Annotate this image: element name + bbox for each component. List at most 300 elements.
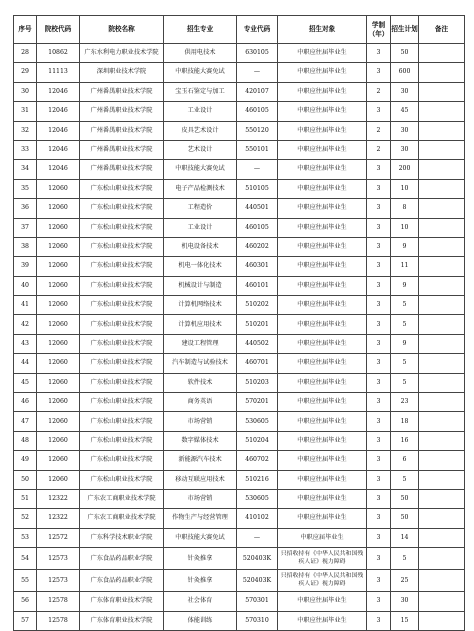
cell-major-code: 420107 [237,82,278,101]
cell-duration: 2 [367,82,391,101]
table-row [14,548,465,570]
cell-major: 工程造价 [164,199,237,218]
cell-school-name: 广州番禺职业技术学院 [80,82,164,101]
cell-target: 中职应往届毕业生 [278,140,367,159]
cell-duration: 3 [367,63,391,82]
table-row [14,509,465,528]
table-row [14,140,465,159]
cell-remarks [419,121,465,140]
cell-duration: 3 [367,237,391,256]
cell-major-code: 510202 [237,296,278,315]
cell-duration: 3 [367,431,391,450]
cell-plan: 50 [391,509,419,528]
cell-major: 机电一体化技术 [164,257,237,276]
cell-major-code: — [237,160,278,179]
cell-school-code: 11113 [37,63,80,82]
cell-major-code: 460301 [237,257,278,276]
cell-major: 供用电技术 [164,44,237,63]
cell-major-code: 570310 [237,611,278,630]
cell-major: 针灸推拿 [164,548,237,570]
col-header-duration: 学制（年） [367,16,391,44]
cell-plan: 5 [391,548,419,570]
cell-duration: 3 [367,218,391,237]
cell-remarks [419,393,465,412]
cell-target: 中职应往届毕业生 [278,237,367,256]
cell-index: 46 [14,393,37,412]
table-row [14,179,465,198]
cell-duration: 2 [367,140,391,159]
cell-index: 53 [14,528,37,547]
cell-target: 只招收持有《中华人民共和国残疾人证》视力障碍 [278,548,367,570]
cell-school-code: 12046 [37,102,80,121]
cell-school-code: 12046 [37,121,80,140]
cell-remarks [419,334,465,353]
cell-school-code: 12060 [37,237,80,256]
cell-index: 56 [14,592,37,611]
table-row [14,296,465,315]
col-header-school-code: 院校代码 [37,16,80,44]
cell-plan: 5 [391,296,419,315]
cell-plan: 5 [391,470,419,489]
cell-school-name: 广东松山职业技术学院 [80,451,164,470]
cell-duration: 3 [367,528,391,547]
cell-remarks [419,354,465,373]
cell-remarks [419,44,465,63]
cell-target: 中职应往届毕业生 [278,489,367,508]
cell-remarks [419,63,465,82]
table-row [14,528,465,547]
table-row [14,63,465,82]
cell-major-code: 530605 [237,489,278,508]
cell-duration: 3 [367,160,391,179]
cell-school-code: 12046 [37,160,80,179]
table-row [14,160,465,179]
cell-major-code: 520403K [237,570,278,592]
cell-plan: 30 [391,140,419,159]
cell-major: 中职技能大赛免试 [164,160,237,179]
cell-school-name: 广东松山职业技术学院 [80,393,164,412]
cell-major-code: 510105 [237,179,278,198]
cell-school-name: 广东食品药品职业学院 [80,570,164,592]
cell-major: 汽车制造与试验技术 [164,354,237,373]
cell-index: 43 [14,334,37,353]
cell-index: 55 [14,570,37,592]
cell-major: 商务英语 [164,393,237,412]
cell-index: 44 [14,354,37,373]
cell-target: 中职应往届毕业生 [278,199,367,218]
cell-school-code: 12046 [37,140,80,159]
cell-school-name: 广东农工商职业技术学院 [80,509,164,528]
cell-major: 电子产品检测技术 [164,179,237,198]
cell-major: 市场营销 [164,412,237,431]
cell-plan: 200 [391,160,419,179]
cell-school-name: 广东松山职业技术学院 [80,373,164,392]
cell-duration: 3 [367,373,391,392]
cell-plan: 8 [391,199,419,218]
cell-plan: 15 [391,611,419,630]
cell-remarks [419,592,465,611]
cell-major: 计算机网络技术 [164,296,237,315]
cell-remarks [419,160,465,179]
cell-index: 57 [14,611,37,630]
cell-school-name: 广州番禺职业技术学院 [80,160,164,179]
cell-school-code: 12060 [37,470,80,489]
cell-school-name: 广州番禺职业技术学院 [80,140,164,159]
cell-remarks [419,218,465,237]
cell-index: 48 [14,431,37,450]
table-row [14,373,465,392]
table-row [14,315,465,334]
cell-school-code: 12572 [37,528,80,547]
cell-target: 中职应往届毕业生 [278,102,367,121]
table-row [14,121,465,140]
cell-target: 中职应往届毕业生 [278,373,367,392]
cell-school-name: 广州番禺职业技术学院 [80,102,164,121]
cell-index: 35 [14,179,37,198]
table-row [14,102,465,121]
cell-school-name: 广东食品药品职业学院 [80,548,164,570]
cell-target: 中职应往届毕业生 [278,276,367,295]
cell-remarks [419,257,465,276]
cell-major-code: 460105 [237,102,278,121]
cell-duration: 3 [367,102,391,121]
cell-major-code: 460105 [237,218,278,237]
cell-remarks [419,470,465,489]
cell-school-code: 12060 [37,334,80,353]
cell-target: 只招收持有《中华人民共和国残疾人证》视力障碍 [278,570,367,592]
cell-major: 机械设计与制造 [164,276,237,295]
cell-major-code: 410102 [237,509,278,528]
cell-major-code: 440501 [237,199,278,218]
col-header-plan: 招生计划 [391,16,419,44]
cell-target: 中职应往届毕业生 [278,412,367,431]
cell-school-code: 10862 [37,44,80,63]
cell-school-code: 12060 [37,393,80,412]
cell-remarks [419,570,465,592]
cell-target: 中职应往届毕业生 [278,611,367,630]
table-row [14,431,465,450]
cell-major-code: 530605 [237,412,278,431]
cell-plan: 5 [391,373,419,392]
cell-school-code: 12060 [37,296,80,315]
cell-plan: 30 [391,121,419,140]
cell-remarks [419,548,465,570]
table-row [14,237,465,256]
cell-school-name: 广东松山职业技术学院 [80,237,164,256]
cell-school-name: 广东松山职业技术学院 [80,296,164,315]
cell-major-code: 460701 [237,354,278,373]
cell-target: 中职应往届毕业生 [278,121,367,140]
cell-major: 工业设计 [164,218,237,237]
cell-remarks [419,528,465,547]
cell-duration: 3 [367,354,391,373]
cell-plan: 30 [391,82,419,101]
cell-remarks [419,373,465,392]
cell-target: 中职应往届毕业生 [278,44,367,63]
col-header-target: 招生对象 [278,16,367,44]
cell-remarks [419,179,465,198]
cell-target: 中职应往届毕业生 [278,509,367,528]
cell-target: 中职应往届毕业生 [278,393,367,412]
cell-major-code: — [237,63,278,82]
cell-remarks [419,315,465,334]
cell-plan: 45 [391,102,419,121]
cell-duration: 3 [367,570,391,592]
cell-remarks [419,509,465,528]
cell-school-name: 深圳职业技术学院 [80,63,164,82]
cell-school-name: 广东松山职业技术学院 [80,334,164,353]
cell-major: 体能训练 [164,611,237,630]
cell-major: 移动互联应用技术 [164,470,237,489]
table-row [14,451,465,470]
cell-duration: 3 [367,44,391,63]
cell-major-code: 570301 [237,592,278,611]
cell-index: 38 [14,237,37,256]
cell-major: 建设工程管理 [164,334,237,353]
cell-index: 29 [14,63,37,82]
cell-major: 宝玉石鉴定与加工 [164,82,237,101]
cell-index: 41 [14,296,37,315]
cell-major-code: 510201 [237,315,278,334]
cell-target: 中职应往届毕业生 [278,218,367,237]
cell-plan: 50 [391,44,419,63]
cell-school-code: 12573 [37,548,80,570]
cell-school-code: 12060 [37,257,80,276]
cell-major: 软件技术 [164,373,237,392]
table-row [14,218,465,237]
cell-school-code: 12573 [37,570,80,592]
cell-plan: 30 [391,592,419,611]
cell-major: 中职技能大赛免试 [164,528,237,547]
cell-target: 中职应往届毕业生 [278,296,367,315]
cell-remarks [419,237,465,256]
cell-school-name: 广东松山职业技术学院 [80,276,164,295]
cell-major-code: 440502 [237,334,278,353]
cell-duration: 3 [367,296,391,315]
cell-major-code: — [237,528,278,547]
table-row [14,82,465,101]
cell-plan: 10 [391,218,419,237]
cell-remarks [419,489,465,508]
cell-school-code: 12060 [37,315,80,334]
col-header-major-code: 专业代码 [237,16,278,44]
cell-major-code: 460101 [237,276,278,295]
cell-plan: 18 [391,412,419,431]
cell-index: 28 [14,44,37,63]
cell-index: 31 [14,102,37,121]
col-header-school-name: 院校名称 [80,16,164,44]
table-row [14,199,465,218]
cell-remarks [419,276,465,295]
cell-target: 中职应往届毕业生 [278,431,367,450]
cell-school-name: 广东松山职业技术学院 [80,218,164,237]
cell-major: 艺术设计 [164,140,237,159]
cell-school-name: 广东松山职业技术学院 [80,412,164,431]
table-row [14,354,465,373]
cell-plan: 16 [391,431,419,450]
cell-index: 39 [14,257,37,276]
cell-major: 皮具艺术设计 [164,121,237,140]
cell-school-code: 12060 [37,373,80,392]
table-row [14,412,465,431]
cell-plan: 25 [391,570,419,592]
cell-school-code: 12060 [37,412,80,431]
cell-target: 中职应往届毕业生 [278,82,367,101]
cell-plan: 23 [391,393,419,412]
cell-major: 针灸推拿 [164,570,237,592]
table-row [14,276,465,295]
cell-major: 机电设备技术 [164,237,237,256]
cell-major: 中职技能大赛免试 [164,63,237,82]
cell-school-code: 12060 [37,354,80,373]
cell-major-code: 460202 [237,237,278,256]
table-row [14,470,465,489]
table-row [14,257,465,276]
cell-duration: 3 [367,412,391,431]
cell-plan: 10 [391,179,419,198]
cell-school-name: 广州番禺职业技术学院 [80,121,164,140]
cell-duration: 3 [367,451,391,470]
cell-major-code: 510216 [237,470,278,489]
cell-major-code: 520403K [237,548,278,570]
cell-duration: 3 [367,548,391,570]
cell-index: 42 [14,315,37,334]
cell-school-name: 广东松山职业技术学院 [80,315,164,334]
cell-school-code: 12060 [37,276,80,295]
cell-duration: 3 [367,592,391,611]
cell-major-code: 630105 [237,44,278,63]
cell-plan: 11 [391,257,419,276]
cell-major: 数字媒体技术 [164,431,237,450]
cell-duration: 3 [367,257,391,276]
cell-school-code: 12060 [37,431,80,450]
cell-duration: 3 [367,470,391,489]
table-row [14,334,465,353]
table-header-row [14,16,465,44]
cell-duration: 3 [367,334,391,353]
cell-remarks [419,412,465,431]
cell-school-name: 广东松山职业技术学院 [80,354,164,373]
cell-plan: 5 [391,315,419,334]
cell-index: 50 [14,470,37,489]
cell-school-code: 12060 [37,218,80,237]
table-row [14,570,465,592]
cell-index: 33 [14,140,37,159]
table-row [14,592,465,611]
cell-index: 49 [14,451,37,470]
cell-index: 47 [14,412,37,431]
cell-school-code: 12322 [37,489,80,508]
cell-target: 中职应往届毕业生 [278,315,367,334]
cell-duration: 2 [367,121,391,140]
cell-plan: 9 [391,276,419,295]
cell-duration: 3 [367,179,391,198]
cell-index: 34 [14,160,37,179]
cell-school-name: 广东科学技术职业学院 [80,528,164,547]
cell-major: 工业设计 [164,102,237,121]
cell-target: 中职应往届毕业生 [278,334,367,353]
cell-target: 中职应届毕业生 [278,528,367,547]
cell-school-code: 12060 [37,451,80,470]
cell-duration: 3 [367,509,391,528]
cell-school-name: 广东水利电力职业技术学院 [80,44,164,63]
admission-plan-table [13,15,465,631]
cell-index: 40 [14,276,37,295]
cell-index: 51 [14,489,37,508]
cell-duration: 3 [367,611,391,630]
cell-school-name: 广东松山职业技术学院 [80,470,164,489]
cell-major-code: 510204 [237,431,278,450]
cell-duration: 3 [367,276,391,295]
col-header-remarks: 备注 [419,16,465,44]
cell-remarks [419,611,465,630]
cell-target: 中职应往届毕业生 [278,257,367,276]
cell-index: 37 [14,218,37,237]
cell-major-code: 460702 [237,451,278,470]
cell-remarks [419,102,465,121]
cell-target: 中职应往届毕业生 [278,592,367,611]
col-header-major: 招生专业 [164,16,237,44]
cell-index: 32 [14,121,37,140]
cell-major: 市场营销 [164,489,237,508]
cell-plan: 14 [391,528,419,547]
col-header-index: 序号 [14,16,37,44]
cell-remarks [419,82,465,101]
table-row [14,611,465,630]
cell-school-name: 广东松山职业技术学院 [80,179,164,198]
cell-duration: 3 [367,315,391,334]
cell-remarks [419,140,465,159]
cell-target: 中职应往届毕业生 [278,451,367,470]
cell-duration: 3 [367,393,391,412]
cell-target: 中职应往届毕业生 [278,354,367,373]
table-row [14,44,465,63]
cell-major-code: 570201 [237,393,278,412]
cell-plan: 9 [391,334,419,353]
cell-major: 新能源汽车技术 [164,451,237,470]
cell-remarks [419,296,465,315]
cell-school-name: 广东农工商职业技术学院 [80,489,164,508]
cell-school-code: 12322 [37,509,80,528]
table-body [14,44,465,631]
cell-school-name: 广东体育职业技术学院 [80,592,164,611]
cell-remarks [419,199,465,218]
cell-duration: 3 [367,199,391,218]
cell-index: 45 [14,373,37,392]
cell-school-name: 广东松山职业技术学院 [80,431,164,450]
cell-major-code: 550101 [237,140,278,159]
cell-plan: 50 [391,489,419,508]
cell-major: 作物生产与经营管理 [164,509,237,528]
cell-major-code: 550120 [237,121,278,140]
table-row [14,489,465,508]
cell-school-name: 广东体育职业技术学院 [80,611,164,630]
cell-school-code: 12060 [37,179,80,198]
cell-school-code: 12578 [37,611,80,630]
cell-school-code: 12060 [37,199,80,218]
cell-target: 中职应往届毕业生 [278,179,367,198]
cell-plan: 600 [391,63,419,82]
cell-school-code: 12578 [37,592,80,611]
cell-index: 52 [14,509,37,528]
cell-remarks [419,431,465,450]
cell-target: 中职应往届毕业生 [278,63,367,82]
cell-index: 36 [14,199,37,218]
cell-index: 54 [14,548,37,570]
cell-plan: 9 [391,237,419,256]
cell-target: 中职应往届毕业生 [278,160,367,179]
cell-plan: 5 [391,354,419,373]
